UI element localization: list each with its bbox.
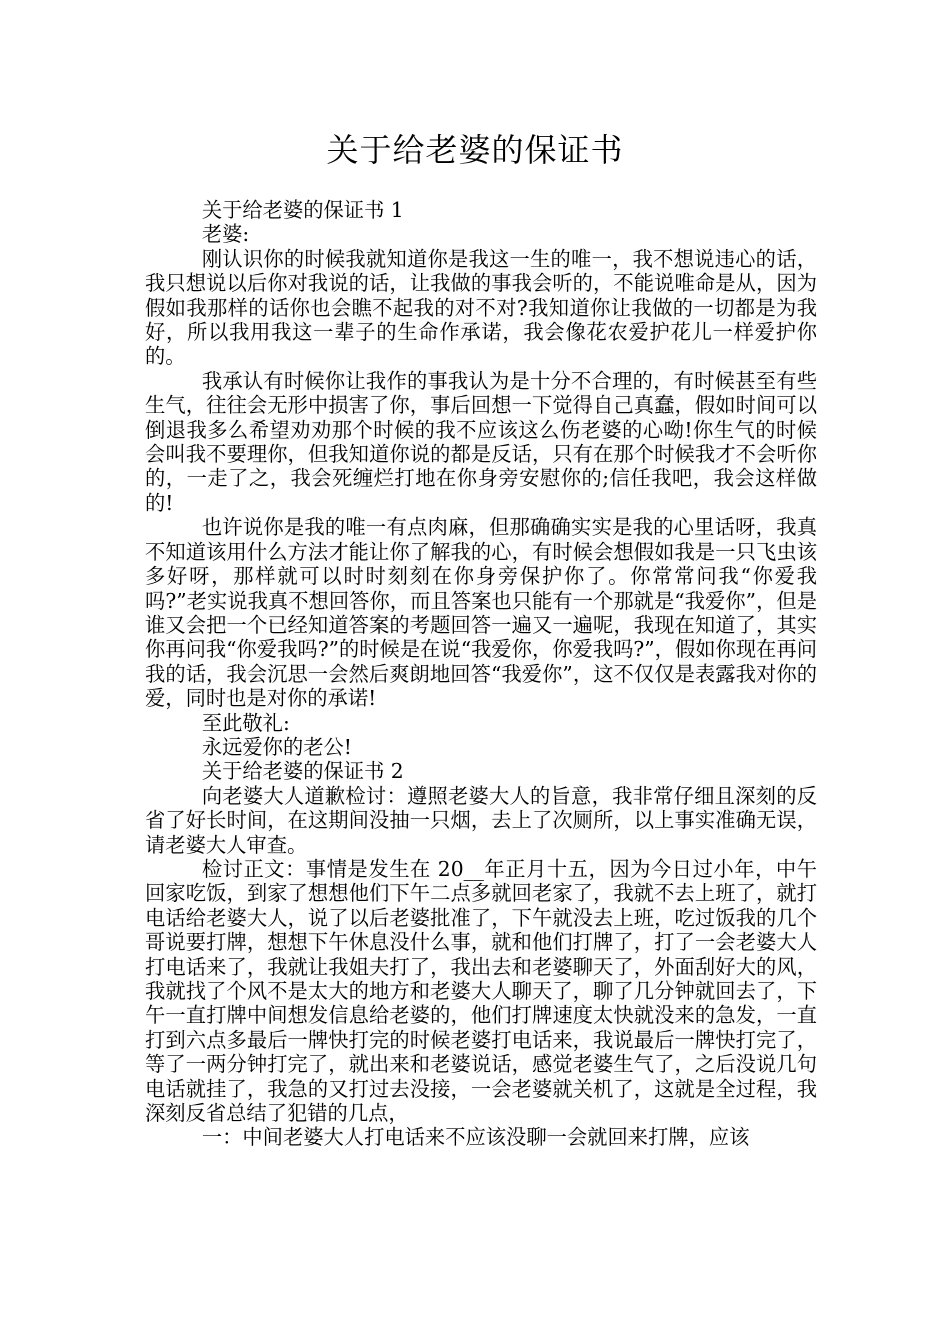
paragraph: 我承认有时候你让我作的事我认为是十分不合理的，有时候甚至有些生气，往往会无形中损害了你，事后回想一下觉得自己真蠢，假如时间可以倒退我多么希望劝劝那个时候的我不应该这么伤老婆的心呦!你生气的时候会叫我不要理你，但我知道你说的都是反话，只有在那个时候我才不会听你的，一走了之，我会死缠烂打地在你身旁安慰你的;信任我吧，我会这样做的! (145, 368, 817, 515)
paragraph: 刚认识你的时候我就知道你是我这一生的唯一，我不想说违心的话，我只想说以后你对我说的话，让我做的事我会听的，不能说唯命是从，因为假如我那样的话你也会瞧不起我的对不对?我知道你让我做的一切都是为我好，所以我用我这一辈子的生命作承诺，我会像花农爱护花儿一样爱护你的。 (145, 246, 817, 369)
paragraph: 也许说你是我的唯一有点肉麻，但那确确实实是我的心里话呀，我真不知道该用什么方法才能让你了解我的心，有时候会想假如我是一只飞虫该多好呀，那样就可以时时刻刻在你身旁保护你了。你常常问我“你爱我吗?”老实说我真不想回答你，而且答案也只能有一个那就是“我爱你”，但是谁又会把一个已经知道答案的考题回答一遍又一遍呢，我现在知道了，其实你再问我“你爱我吗?”的时候是在说“我爱你，你爱我吗?”，假如你现在再问我的话，我会沉思一会然后爽朗地回答“我爱你”，这不仅仅是表露我对你的爱，同时也是对你的承诺! (145, 515, 817, 711)
section-heading-2: 关于给老婆的保证书 2 (201, 759, 404, 784)
paragraph: 向老婆大人道歉检讨：遵照老婆大人的旨意，我非常仔细且深刻的反省了好长时间，在这期间没抽一只烟，去上了次厕所，以上事实准确无误，请老婆大人审查。 (145, 783, 817, 857)
document-title: 关于给老婆的保证书 (326, 131, 624, 169)
section-heading-1: 关于给老婆的保证书 1 (201, 198, 404, 222)
signature-line: 永远爱你的老公! (201, 734, 352, 759)
document-body (145, 198, 817, 1150)
paragraph: 一：中间老婆大人打电话来不应该没聊一会就回来打牌，应该 (201, 1125, 750, 1150)
salutation: 老婆: (201, 222, 250, 247)
closing-line: 至此敬礼: (201, 710, 290, 735)
paragraph: 检讨正文：事情是发生在 20__年正月十五，因为今日过小年，中午回家吃饭，到家了想想他们下午二点多就回老家了，我就不去上班了，就打电话给老婆大人，说了以后老婆批准了，下午就没去上班，吃过饭我的几个哥说要打牌，想想下午休息没什么事，就和他们打牌了，打了一会老婆大人打电话来了，我就让我姐夫打了，我出去和老婆聊天了，外面刮好大的风，我就找了个风不是太大的地方和老婆大人聊天了，聊了几分钟就回去了，下午一直打牌中间想发信息给老婆的，他们打牌速度太快就没来的急发，一直打到六点多最后一牌快打完的时候老婆打电话来，我说最后一牌快打完了，等了一两分钟打完了，就出来和老婆说话，感觉老婆生气了，之后没说几句电话就挂了，我急的又打过去没接，一会老婆就关机了，这就是全过程，我深刻反省总结了犯错的几点， (145, 856, 817, 1126)
